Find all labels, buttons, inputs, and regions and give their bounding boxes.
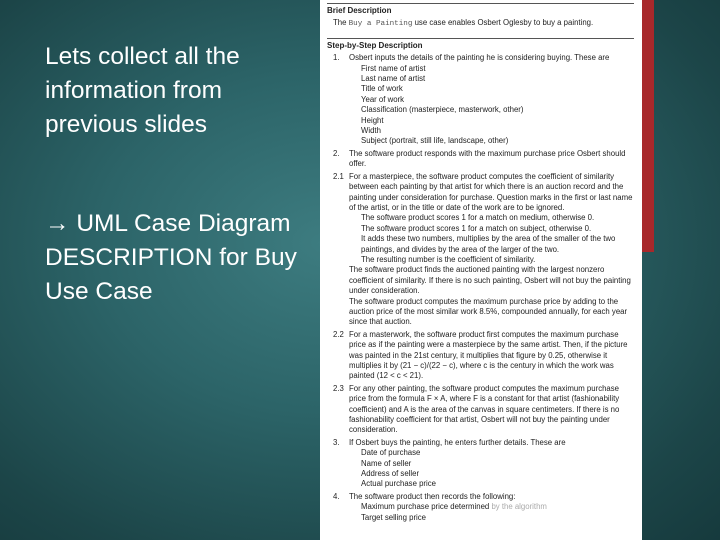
step-1 xyxy=(327,53,634,147)
step-text: For a masterwork, the software product first computes the maximum purchase price as if the painting were a masterpiece by the same artist. Then, if the picture was painted in the 21st century, it multiplies that figure by 0.25, otherwise it multiplies it by (21 − c)/(22 − c), where c is the century in which the work was painted (12 < c < 21). xyxy=(349,329,628,381)
step-number: 4. xyxy=(333,491,340,501)
list-item: Title of work xyxy=(361,84,403,94)
brief-text xyxy=(333,18,634,29)
step-2-2 xyxy=(327,330,634,382)
list-item: First name of artist xyxy=(361,63,426,73)
accent-bar xyxy=(642,0,654,252)
step-text: For any other painting, the software product computes the maximum purchase price from the formula F × A, where F is a constant for that artist (fashionability coefficient) and A is the area of the canvas in square centimeters. If there is no fashionability coefficient for that artist, Osbert will not buy the painting under consideration. xyxy=(349,383,620,435)
step-3 xyxy=(327,438,634,490)
step-4 xyxy=(327,492,634,523)
step-2-3 xyxy=(327,384,634,436)
step-number: 1. xyxy=(333,53,340,63)
brief-section xyxy=(327,3,634,30)
list-item-text: Maximum purchase price determined xyxy=(361,502,492,512)
list-item: Subject (portrait, still life, landscape, other) xyxy=(361,136,509,146)
list-item: Address of seller xyxy=(361,469,420,479)
steps-section xyxy=(327,38,634,523)
list-item xyxy=(349,502,634,512)
brief-pre: The xyxy=(333,18,349,28)
list-item: Width xyxy=(361,126,381,136)
use-case-document xyxy=(320,0,642,540)
uml-description-text xyxy=(45,207,315,309)
step-text: The software product then records the following: xyxy=(349,491,516,501)
step-number: 3. xyxy=(333,437,340,447)
list-item: Target selling price xyxy=(361,512,427,522)
intro-text: Lets collect all the information from previous slides xyxy=(45,43,240,138)
list-item: Year of work xyxy=(361,94,405,104)
list-item: The resulting number is the coefficient of similarity. xyxy=(361,254,536,264)
step-number: 2. xyxy=(333,148,340,158)
arrow-icon: → xyxy=(45,210,70,237)
step-text: For a masterpiece, the software product computes the coefficient of similarity between each painting by that artist for which there is an auction record and the painting under consideration for purchase. Question marks in the first or last name of the artist, or in the title or date of the work are to be ignored. xyxy=(349,171,633,212)
uml-label: UML Case Diagram DESCRIPTION for Buy Use Case xyxy=(45,210,297,305)
list-item: Date of purchase xyxy=(361,448,421,458)
list-item: Classification (masterpiece, masterwork, other) xyxy=(361,105,524,115)
list-item: It adds these two numbers, multiplies by the area of the smaller of the two paintings, and divides by the area of the larger of the two. xyxy=(361,234,616,254)
step-text: If Osbert buys the painting, he enters further details. These are xyxy=(349,437,566,447)
brief-post: use case enables Osbert Oglesby to buy a painting. xyxy=(412,18,594,28)
steps-heading: Step-by-Step Description xyxy=(327,40,423,50)
step-2 xyxy=(327,149,634,170)
list-item: Name of seller xyxy=(361,458,412,468)
step-text: The software product responds with the maximum purchase price Osbert should offer. xyxy=(349,148,626,169)
list-item: The software product scores 1 for a match on subject, otherwise 0. xyxy=(361,223,592,233)
step-2-1 xyxy=(327,172,634,328)
list-item: Last name of artist xyxy=(361,74,426,84)
step-number: 2.1 xyxy=(333,171,344,181)
list-item: Height xyxy=(361,115,384,125)
step-text: Osbert inputs the details of the painting he is considering buying. These are xyxy=(349,53,610,63)
list-item-faint-text: by the algorithm xyxy=(491,502,547,512)
step-number: 2.3 xyxy=(333,383,344,393)
paragraph: The software product computes the maximum purchase price by adding to the auction price of the most similar work 8.5%, compounded annually, for each year since that auction. xyxy=(349,296,628,327)
list-item: The software product scores 1 for a match on medium, otherwise 0. xyxy=(361,213,595,223)
step-number: 2.2 xyxy=(333,329,344,339)
use-case-name: Buy a Painting xyxy=(348,20,413,29)
brief-heading: Brief Description xyxy=(327,6,392,15)
paragraph: The software product finds the auctioned painting with the largest nonzero coefficient of similarity. If there is no such painting, Osbert will not buy the painting under consideration. xyxy=(349,265,631,296)
list-item: Actual purchase price xyxy=(361,479,436,489)
